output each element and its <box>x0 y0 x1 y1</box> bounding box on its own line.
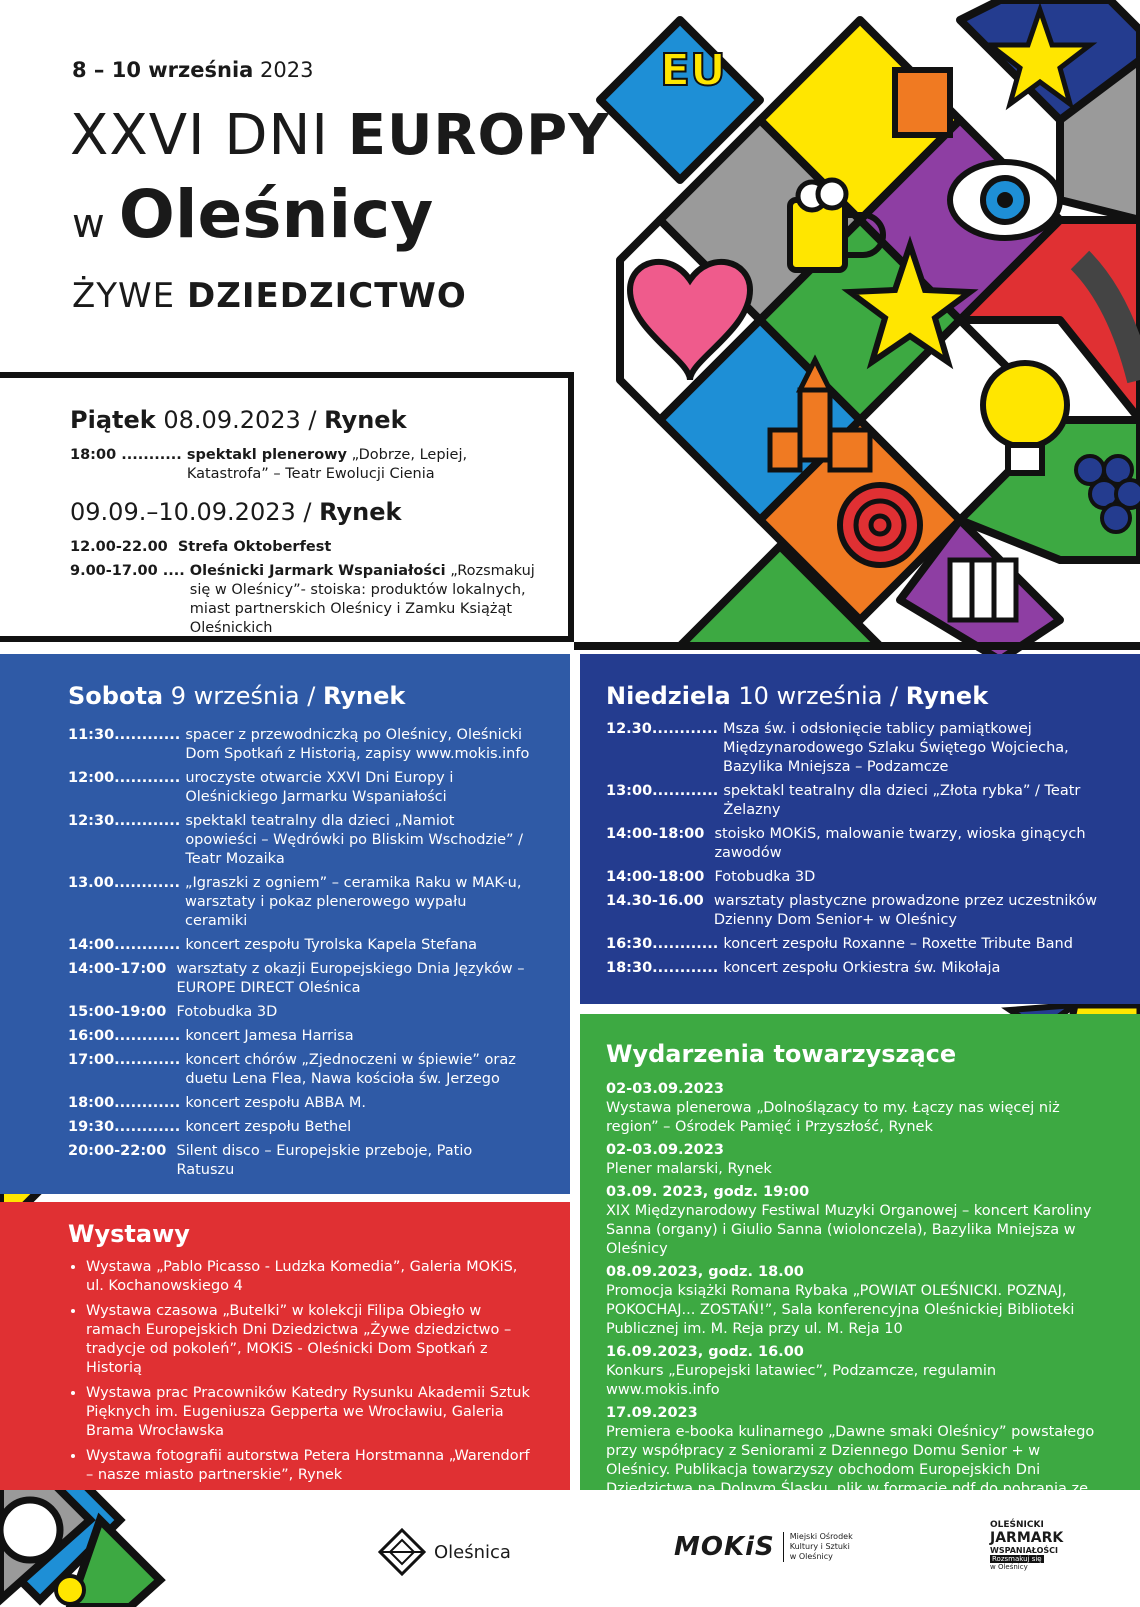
event-desc: koncert zespołu Tyrolska Kapela Stefana <box>185 937 478 953</box>
event-time: 14:00............ <box>68 937 186 953</box>
exhibitions-heading <box>68 1220 530 1248</box>
sunday-event-list <box>606 720 1120 978</box>
rose-icon <box>840 485 920 565</box>
jarmark-line: WSPANIAŁOŚCI <box>990 1546 1059 1555</box>
event-desc <box>178 538 548 557</box>
saturday-heading <box>68 682 530 710</box>
jarmark-logo <box>990 1520 1063 1571</box>
event-time: 14:00-17:00 <box>68 961 177 977</box>
accompanying-panel <box>580 1014 1140 1516</box>
accompanying-date: 08.09.2023, godz. 18.00 <box>606 1264 804 1280</box>
event-desc: spektakl teatralny dla dzieci „Złota rybka” / Teatr Żelazny <box>723 783 1081 818</box>
saturday-event-list <box>68 726 530 1180</box>
event-title: Oleśnicki Jarmark Wspaniałości <box>189 563 446 579</box>
exhibition-item: • Wystawa czasowa „Butelki” w kolekcji Filipa Obiegło w ramach Europejskich Dni Dziedzictwa „Żywe dziedzictwo – tradycje od pokoleń”, MOKiS - Oleśnicki Dom Spotkań z Historią <box>86 1302 530 1378</box>
sunday-heading <box>606 682 1120 710</box>
event-time: 18:30............ <box>606 960 724 976</box>
event-row <box>606 868 1120 887</box>
weekend-event <box>70 562 548 638</box>
event-dates-days: 8 – 10 września <box>72 58 254 82</box>
event-row <box>68 726 530 764</box>
event-row <box>606 892 1120 930</box>
weekend-place: Rynek <box>319 498 402 526</box>
saturday-date: 9 września / <box>170 682 316 710</box>
eu-letters-icon: EU <box>660 45 726 96</box>
event-time: 13.00............ <box>68 875 186 891</box>
event-desc: Silent disco – Europejskie przeboje, Patio Ratuszu <box>176 1143 473 1178</box>
gear-icon <box>0 1500 60 1560</box>
friday-panel <box>0 372 574 642</box>
event-text: „Rozsmakuj się w Oleśnicy”- stoiska: produktów lokalnych, miast partnerskich Oleśnicy i Zamku Książąt Oleśnickich <box>189 563 535 636</box>
event-desc: koncert chórów „Zjednoczeni w śpiewie” oraz duetu Lena Flea, Nawa kościoła św. Jerzego <box>185 1052 516 1087</box>
weekend-date: 09.09.–10.09.2023 / <box>70 498 312 526</box>
event-time: 14:00-18:00 <box>606 869 715 885</box>
mokis-logo-text: MOKiS <box>674 1532 775 1562</box>
page-title-line1 <box>70 104 610 168</box>
event-dates <box>72 58 313 82</box>
event-time: 12:00............ <box>68 770 186 786</box>
saturday-day: Sobota <box>68 682 164 710</box>
piano-icon <box>950 560 1016 620</box>
event-row <box>68 1142 530 1180</box>
olesnica-logo <box>378 1528 511 1576</box>
mokis-caption-line: Miejski Ośrodek <box>789 1532 853 1541</box>
event-row <box>68 1051 530 1089</box>
accompanying-desc: Konkurs „Europejski latawiec”, Podzamcze, regulamin www.mokis.info <box>606 1363 997 1398</box>
building-icon <box>895 70 950 135</box>
exhibitions-title: Wystawy <box>68 1220 190 1248</box>
title-city: Oleśnicy <box>118 176 434 253</box>
event-time: 14.30-16.00 <box>606 893 714 909</box>
jarmark-line: OLEŚNICKI <box>990 1520 1044 1530</box>
olesnica-crest-icon <box>378 1528 426 1576</box>
event-dates-year: 2023 <box>260 58 314 82</box>
event-desc <box>190 562 548 638</box>
event-row <box>68 1094 530 1113</box>
event-row <box>606 720 1120 777</box>
event-desc: stoisko MOKiS, malowanie twarzy, wioska ginących zawodów <box>714 826 1086 861</box>
title-light: XXVI DNI <box>70 103 329 168</box>
event-desc: koncert Jamesa Harrisa <box>185 1028 354 1044</box>
page-title-line2 <box>72 176 434 259</box>
sunday-day: Niedziela <box>606 682 731 710</box>
accompanying-date: 02-03.09.2023 <box>606 1142 724 1158</box>
event-text: „Dobrze, Lepiej, Katastrofa” – Teatr Ewolucji Cienia <box>186 447 468 482</box>
accompanying-date: 17.09.2023 <box>606 1405 698 1421</box>
friday-day: Piątek <box>70 406 156 434</box>
friday-event <box>70 446 548 484</box>
event-time: 19:30............ <box>68 1119 186 1135</box>
olesnica-logo-text: Oleśnica <box>434 1541 511 1563</box>
sunday-place: Rynek <box>905 682 989 710</box>
event-time: 14:00-18:00 <box>606 826 715 842</box>
event-title: Strefa Oktoberfest <box>177 539 332 555</box>
weekend-heading <box>70 498 548 526</box>
jarmark-line: Rozsmakuj się <box>992 1555 1042 1563</box>
event-desc: uroczyste otwarcie XXVI Dni Europy i Oleśnickiego Jarmarku Wspaniałości <box>185 770 454 805</box>
accompanying-date: 16.09.2023, godz. 16.00 <box>606 1344 804 1360</box>
accompanying-desc: Wystawa plenerowa „Dolnoślązacy to my. Łączy nas więcej niż region” – Ośrodek Pamięć i Przyszłość, Rynek <box>606 1100 1060 1135</box>
event-time: 12.30............ <box>606 721 724 737</box>
saturday-panel <box>0 654 570 1194</box>
bulb-icon <box>983 363 1067 447</box>
event-row <box>68 874 530 931</box>
accompanying-desc: Premiera e-booka kulinarnego „Dawne smaki Oleśnicy” powstałego przy współpracy z Seniorami z Dziennego Domu Senior + w Oleśnicy. Publikacja towarzyszy obchodom Europejskich Dni Dziedzictwa na Dolnym Śląsku, plik w formacie pdf do pobrania ze strony www.mokis.info <box>606 1424 1095 1516</box>
event-time: 16:30............ <box>606 936 724 952</box>
event-row <box>68 769 530 807</box>
event-row <box>68 936 530 955</box>
event-time: 20:00-22:00 <box>68 1143 177 1159</box>
mokis-caption-line: w Oleśnicy <box>789 1552 833 1561</box>
page-subtitle <box>72 276 467 316</box>
exhibition-item: • Wystawa fotografii autorstwa Petera Horstmanna „Warendorf – nasze miasto partnerskie”, Rynek <box>86 1447 530 1485</box>
event-row <box>68 1003 530 1022</box>
event-row <box>606 959 1120 978</box>
event-desc: Fotobudka 3D <box>714 869 816 885</box>
event-desc: Fotobudka 3D <box>176 1004 278 1020</box>
event-row <box>68 1118 530 1137</box>
event-time: 9.00-17.00 .... <box>70 563 190 579</box>
event-row <box>68 960 530 998</box>
event-time: 12.00-22.00 <box>70 539 178 555</box>
title-w: w <box>72 201 105 247</box>
event-row <box>68 1027 530 1046</box>
event-desc: spektakl teatralny dla dzieci „Namiot opowieści – Wędrówki po Bliskim Wschodzie” / Teatr Mozaika <box>185 813 524 867</box>
exhibition-item: • Wystawa prac Pracowników Katedry Rysunku Akademii Sztuk Pięknych im. Eugeniusza Gepperta we Wrocławiu, Galeria Brama Wrocławska <box>86 1384 530 1441</box>
event-desc: koncert zespołu Bethel <box>185 1119 352 1135</box>
event-desc: „Igraszki z ogniem” – ceramika Raku w MAK-u, warsztaty i pokaz plenerowego wypału ceramiki <box>185 875 522 929</box>
saturday-place: Rynek <box>322 682 406 710</box>
event-row <box>606 935 1120 954</box>
exhibitions-list <box>68 1258 530 1485</box>
event-time: 18:00 ........... <box>70 447 187 463</box>
sunday-panel <box>580 654 1140 1004</box>
event-row <box>606 825 1120 863</box>
exhibitions-panel <box>0 1202 570 1490</box>
event-time: 12:30............ <box>68 813 186 829</box>
accompanying-heading <box>606 1040 1100 1068</box>
event-time: 18:00............ <box>68 1095 186 1111</box>
mokis-logo <box>674 1532 853 1562</box>
mokis-logo-caption <box>783 1532 853 1562</box>
subtitle-light: ŻYWE <box>72 276 176 316</box>
event-time: 17:00............ <box>68 1052 186 1068</box>
weekend-event <box>70 538 548 557</box>
accompanying-desc: Promocja książki Romana Rybaka „POWIAT OLEŚNICKI. POZNAJ, POKOCHAJ... ZOSTAŃ!”, Sala konferencyjna Oleśnickiej Biblioteki Publicznej im. M. Reja przy ul. M. Reja 10 <box>606 1283 1075 1337</box>
sunday-date: 10 września / <box>738 682 899 710</box>
accompanying-list <box>606 1080 1100 1518</box>
event-desc: warsztaty plastyczne prowadzone przez uczestników Dzienny Dom Senior+ w Oleśnicy <box>713 893 1097 928</box>
friday-date: 08.09.2023 / <box>163 406 317 434</box>
event-row <box>606 782 1120 820</box>
event-desc: spacer z przewodniczką po Oleśnicy, Oleśnicki Dom Spotkań z Historią, zapisy www.mokis.info <box>185 727 530 762</box>
friday-place: Rynek <box>324 406 407 434</box>
event-desc <box>187 446 548 484</box>
jarmark-line: w Oleśnicy <box>990 1563 1028 1571</box>
event-time: 15:00-19:00 <box>68 1004 177 1020</box>
event-time: 13:00............ <box>606 783 724 799</box>
event-desc: koncert zespołu Roxanne – Roxette Tribute Band <box>723 936 1073 952</box>
accompanying-date: 03.09. 2023, godz. 19:00 <box>606 1184 810 1200</box>
jarmark-line: JARMARK <box>990 1530 1064 1546</box>
event-title: spektakl plenerowy <box>186 447 348 463</box>
mokis-caption-line: Kultury i Sztuki <box>789 1542 850 1551</box>
exhibition-item: • Wystawa „Pablo Picasso - Ludzka Komedia”, Galeria MOKiS, ul. Kochanowskiego 4 <box>86 1258 530 1296</box>
event-desc: koncert zespołu Orkiestra św. Mikołaja <box>723 960 1001 976</box>
event-desc: Msza św. i odsłonięcie tablicy pamiątkowej Międzynarodowego Szlaku Świętego Wojciecha, Bazylika Mniejsza – Podzamcze <box>723 721 1069 775</box>
event-desc: warsztaty z okazji Europejskiego Dnia Języków – EUROPE DIRECT Oleśnica <box>176 961 525 996</box>
friday-heading <box>70 406 548 434</box>
event-time: 11:30............ <box>68 727 186 743</box>
title-bold: EUROPY <box>347 103 610 168</box>
event-time: 16:00............ <box>68 1028 186 1044</box>
accompanying-desc: XIX Międzynarodowy Festiwal Muzyki Organowej – koncert Karoliny Sanna (organy) i Giulio Sanna (wiolonczela), Bazylika Mniejsza w Oleśnicy <box>606 1203 1092 1257</box>
accompanying-date: 02-03.09.2023 <box>606 1081 724 1097</box>
event-desc: koncert zespołu ABBA M. <box>185 1095 366 1111</box>
event-row <box>68 812 530 869</box>
accompanying-title: Wydarzenia towarzyszące <box>606 1040 957 1068</box>
subtitle-bold: DZIEDZICTWO <box>186 276 467 316</box>
accompanying-desc: Plener malarski, Rynek <box>606 1161 772 1177</box>
